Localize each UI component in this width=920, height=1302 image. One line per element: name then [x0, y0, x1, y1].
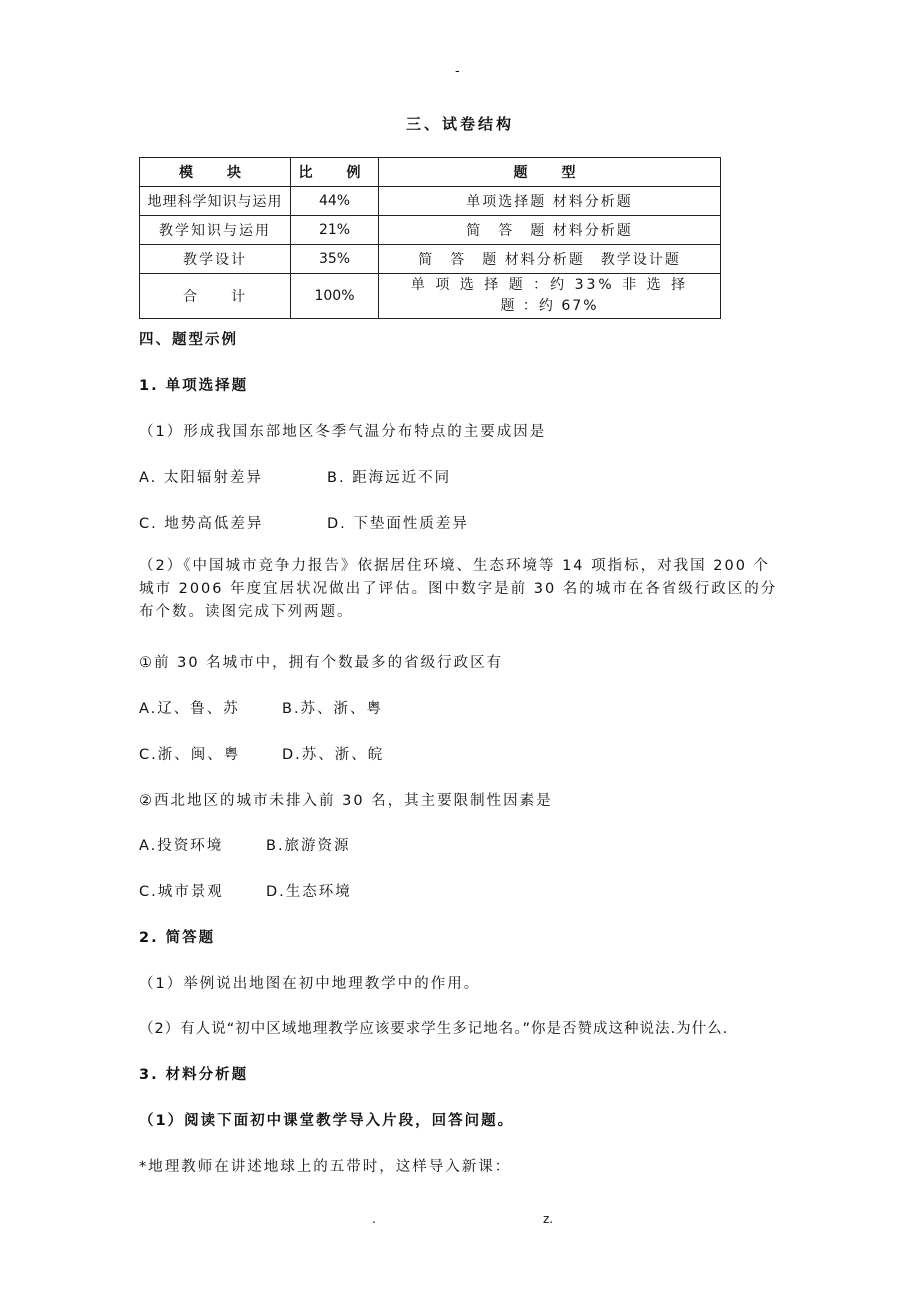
table-row [140, 216, 721, 245]
q1-sub2-qb-stem: ②西北地区的城市未排入前 30 名，其主要限制性因素是 [139, 793, 553, 809]
exam-structure-table [139, 157, 721, 319]
q1-sub2-qb-option-b: B.旅游资源 [266, 838, 351, 854]
q1-sub2-qb-option-d: D.生态环境 [266, 884, 352, 900]
section-title-exam-structure: 三、试卷结构 [405, 115, 514, 133]
q1-sub2-qa-option-c: C.浙、闽、粤 [139, 747, 241, 763]
total-types-line1: 单 项 选 择 题 ：约 33% 非 选 择 [410, 277, 689, 293]
header-question-type: 题 型 [379, 158, 721, 187]
footer-left-mark: . [372, 1212, 376, 1226]
header-mark: - [455, 64, 460, 79]
footer-right-mark: z. [543, 1212, 554, 1226]
table-header-row [140, 158, 721, 187]
q2-item-1: （1）举例说出地图在初中地理教学中的作用。 [139, 976, 481, 992]
q1-sub2-qa-option-a: A.辽、鲁、苏 [139, 701, 240, 717]
q1-sub1-option-b: B. 距海远近不同 [327, 470, 452, 486]
q1-sub2-qb-option-a: A.投资环境 [139, 838, 224, 854]
q3-heading: 3. 材料分析题 [139, 1067, 249, 1083]
q1-sub2-qa-stem: ①前 30 名城市中，拥有个数最多的省级行政区有 [139, 655, 504, 671]
header-module: 模 块 [140, 158, 291, 187]
cell-ratio: 44% [291, 187, 379, 216]
cell-total-types [379, 274, 721, 319]
cell-ratio: 35% [291, 245, 379, 274]
q1-sub1-option-a: A. 太阳辐射差异 [139, 470, 263, 486]
q3-sub1: （1）阅读下面初中课堂教学导入片段，回答问题。 [139, 1113, 515, 1129]
cell-ratio: 21% [291, 216, 379, 245]
q1-sub1-stem: （1）形成我国东部地区冬季气温分布特点的主要成因是 [139, 424, 547, 440]
cell-module: 教学设计 [140, 245, 291, 274]
cell-total-ratio: 100% [291, 274, 379, 319]
q1-sub2-qa-option-d: D.苏、浙、皖 [282, 747, 385, 763]
table-total-row [140, 274, 721, 319]
cell-total-label: 合 计 [140, 274, 291, 319]
q1-sub1-option-c: C. 地势高低差异 [139, 516, 264, 532]
q2-item-2: （2）有人说“初中区域地理教学应该要求学生多记地名。”你是否赞成这种说法.为什么. [139, 1021, 729, 1037]
section-title-question-examples: 四、题型示例 [139, 332, 238, 348]
q2-heading: 2. 简答题 [139, 930, 216, 946]
table-row [140, 187, 721, 216]
q1-sub2-qa-option-b: B.苏、浙、粤 [282, 701, 384, 717]
q1-sub1-option-d: D. 下垫面性质差异 [327, 516, 469, 532]
q1-sub2-stem: （2）《中国城市竞争力报告》依据居住环境、生态环境等 14 项指标，对我国 200 个城市 2006 年度宜居状况做出了评估。图中数字是前 30 名的城市在各省级行政区的分布个数。读图完成下列两题。 [139, 558, 778, 620]
q1-heading: 1. 单项选择题 [139, 378, 249, 394]
cell-module: 教学知识与运用 [140, 216, 291, 245]
cell-types: 简 答 题 材料分析题 教学设计题 [379, 245, 721, 274]
cell-types: 简 答 题 材料分析题 [379, 216, 721, 245]
q3-material: *地理教师在讲述地球上的五带时，这样导入新课： [139, 1159, 512, 1175]
table-row [140, 245, 721, 274]
cell-module: 地理科学知识与运用 [140, 187, 291, 216]
q1-sub2-qb-option-c: C.城市景观 [139, 884, 224, 900]
header-ratio: 比 例 [291, 158, 379, 187]
total-types-line2: 题 ：约 67% [500, 298, 599, 314]
cell-types: 单项选择题 材料分析题 [379, 187, 721, 216]
